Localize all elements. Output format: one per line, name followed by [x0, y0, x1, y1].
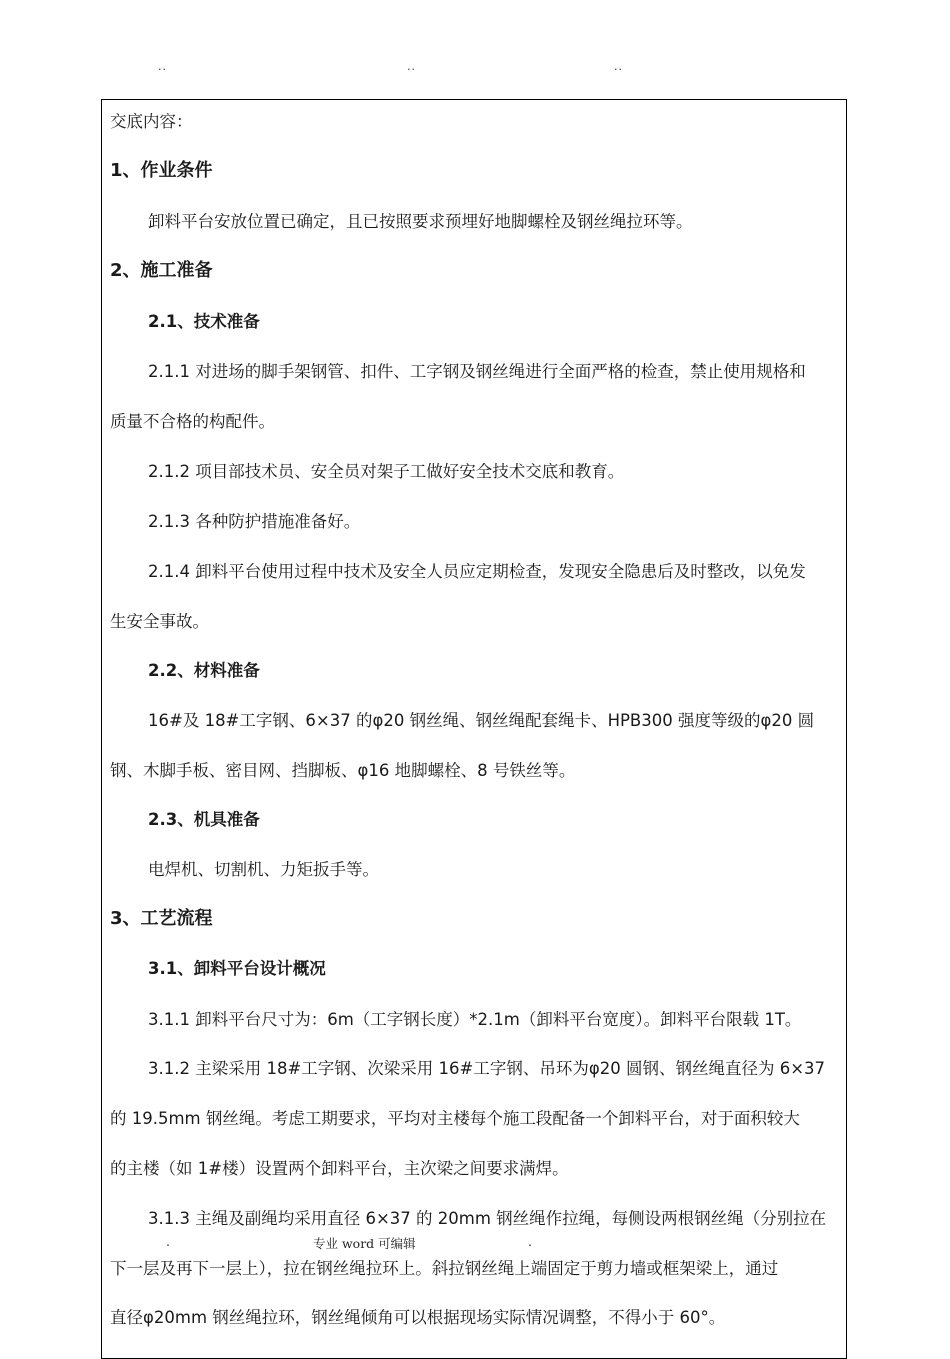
paragraph-3-1-3-line-3: 直径φ20mm 钢丝绳拉环，钢丝绳倾角可以根据现场实际情况调整，不得小于 60°。 [110, 1308, 726, 1327]
section-1-text: 卸料平台安放位置已确定，且已按照要求预埋好地脚螺栓及钢丝绳拉环等。 [148, 212, 693, 231]
paragraph-2-2-line-2: 钢、木脚手板、密目网、挡脚板、φ16 地脚螺栓、8 号铁丝等。 [110, 761, 576, 780]
section-2-3-heading: 2.3、机具准备 [148, 810, 260, 829]
paragraph-2-1-4-line-1: 2.1.4 卸料平台使用过程中技术及安全人员应定期检查，发现安全隐患后及时整改，以免发 [148, 562, 806, 581]
paragraph-3-1-3-line-2: 下一层及再下一层上），拉在钢丝绳拉环上。斜拉钢丝绳上端固定于剪力墙或框架梁上，通过 [110, 1259, 779, 1278]
paragraph-2-1-1-line-1: 2.1.1 对进场的脚手架钢管、扣件、工字钢及钢丝绳进行全面严格的检查，禁止使用规格和 [148, 362, 806, 381]
footer-dot-left: . [166, 1234, 170, 1249]
header-dots-left: .. [158, 60, 167, 73]
section-3-1-heading: 3.1、卸料平台设计概况 [148, 959, 326, 978]
paragraph-2-1-2: 2.1.2 项目部技术员、安全员对架子工做好安全技术交底和教育。 [148, 462, 625, 481]
section-2-heading: 2、施工准备 [110, 260, 213, 281]
paragraph-2-2-line-1: 16#及 18#工字钢、6×37 的φ20 钢丝绳、钢丝绳配套绳卡、HPB300 强度等级的φ20 圆 [148, 711, 815, 730]
section-2-2-heading: 2.2、材料准备 [148, 661, 260, 680]
paragraph-3-1-3-line-1: 3.1.3 主绳及副绳均采用直径 6×37 的 20mm 钢丝绳作拉绳，每侧设两根钢丝绳（分别拉在 [148, 1209, 827, 1228]
section-2-1-heading: 2.1、技术准备 [148, 312, 260, 331]
paragraph-2-1-1-line-2: 质量不合格的构配件。 [110, 412, 275, 431]
paragraph-2-1-4-line-2: 生安全事故。 [110, 612, 209, 631]
header-dots-middle: .. [407, 60, 416, 73]
section-1-heading: 1、作业条件 [110, 160, 213, 181]
section-3-heading: 3、工艺流程 [110, 908, 213, 929]
paragraph-3-1-1: 3.1.1 卸料平台尺寸为：6m（工字钢长度）*2.1m（卸料平台宽度）。卸料平台限载 1T。 [148, 1010, 802, 1029]
footer-dot-right: . [528, 1234, 532, 1249]
intro-label: 交底内容： [110, 112, 193, 131]
footer-label: 专业 word 可编辑 [313, 1236, 416, 1251]
header-dots-right: .. [614, 60, 623, 73]
paragraph-3-1-2-line-2: 的 19.5mm 钢丝绳。考虑工期要求，平均对主楼每个施工段配备一个卸料平台，对于面积较大 [110, 1109, 800, 1128]
paragraph-3-1-2-line-3: 的主楼（如 1#楼）设置两个卸料平台，主次梁之间要求满焊。 [110, 1159, 569, 1178]
paragraph-2-3: 电焊机、切割机、力矩扳手等。 [148, 860, 379, 879]
paragraph-2-1-3: 2.1.3 各种防护措施准备好。 [148, 512, 361, 531]
paragraph-3-1-2-line-1: 3.1.2 主梁采用 18#工字钢、次梁采用 16#工字钢、吊环为φ20 圆钢、钢丝绳直径为 6×37 [148, 1059, 826, 1078]
